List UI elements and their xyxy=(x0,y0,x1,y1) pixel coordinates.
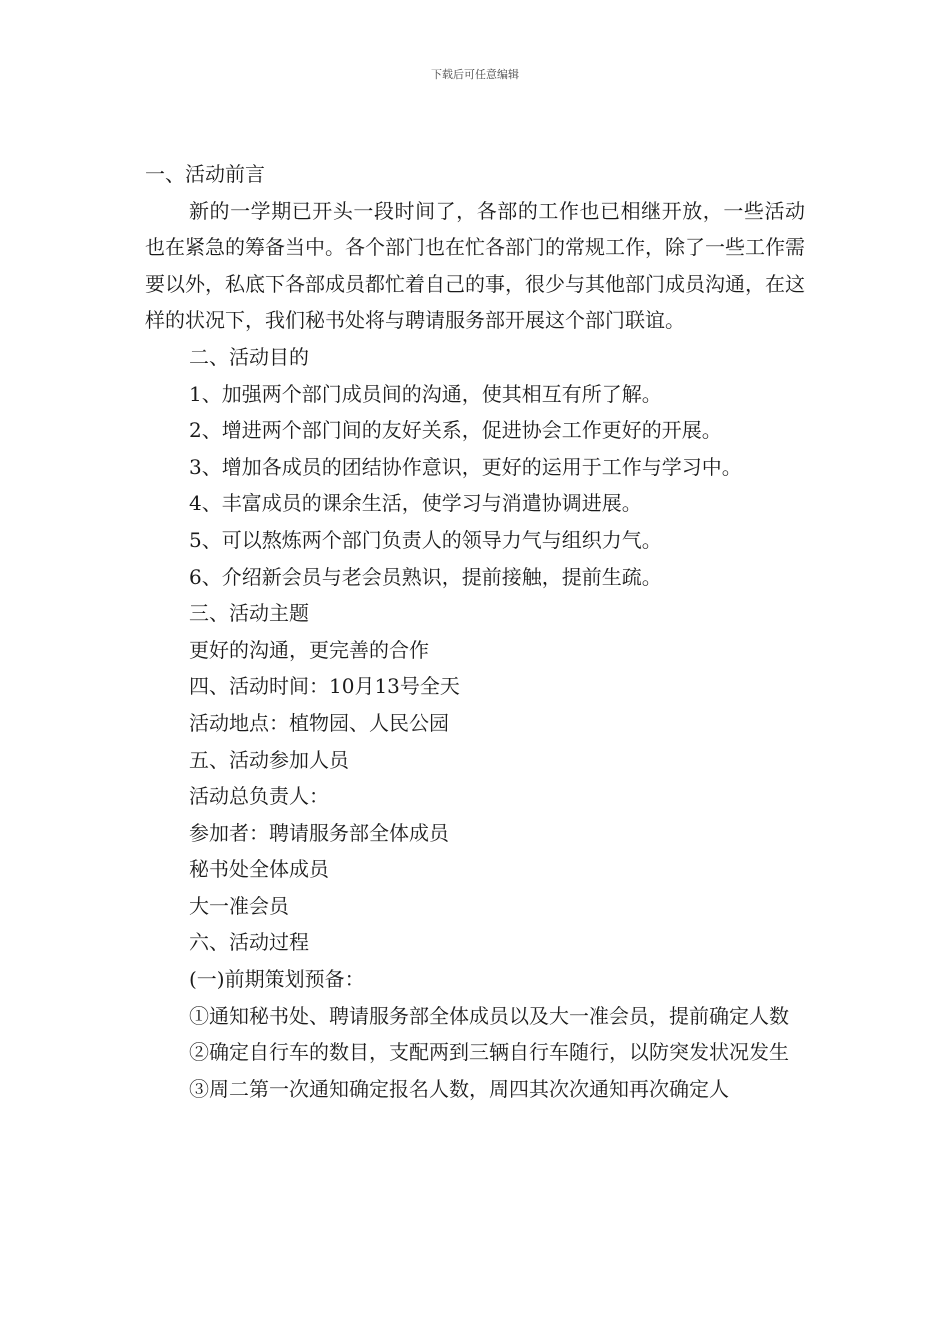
section-heading-preface: 一、活动前言 xyxy=(145,162,265,186)
participant-line: 参加者：聘请服务部全体成员 xyxy=(189,820,449,845)
list-item: 2、增进两个部门间的友好关系，促进协会工作更好的开展。 xyxy=(189,418,722,443)
section-heading-purpose: 二、活动目的 xyxy=(189,344,309,369)
process-step: ②确定自行车的数目，支配两到三辆自行车随行，以防突发状况发生 xyxy=(189,1040,789,1065)
location-text: 活动地点：植物园、人民公园 xyxy=(189,710,449,735)
section-heading-participants: 五、活动参加人员 xyxy=(189,747,349,772)
subsection-heading-preparation: (一)前期策划预备： xyxy=(189,967,365,992)
list-item: 4、丰富成员的课余生活，使学习与消遣协调进展。 xyxy=(189,491,642,516)
body-paragraph-preface: 新的一学期已开头一段时间了，各部的工作也已相继开放，一些活动也在紧急的筹备当中。各个部门也在忙各部门的常规工作，除了一些工作需要以外，私底下各部成员都忙着自己的事，很少与其他部门成员沟通，在这样的状况下，我们秘书处将与聘请服务部开展这个部门联谊。 xyxy=(145,198,805,333)
theme-text: 更好的沟通，更完善的合作 xyxy=(189,637,429,662)
participant-line: 秘书处全体成员 xyxy=(189,857,329,882)
participant-line: 大一准会员 xyxy=(189,893,289,918)
document-body xyxy=(145,156,805,1107)
participant-line: 活动总负责人： xyxy=(189,784,329,809)
list-item: 6、介绍新会员与老会员熟识，提前接触，提前生疏。 xyxy=(189,564,662,589)
section-heading-theme: 三、活动主题 xyxy=(189,601,309,626)
process-step: ①通知秘书处、聘请服务部全体成员以及大一准会员，提前确定人数 xyxy=(189,1003,789,1028)
section-heading-time: 四、活动时间：10月13号全天 xyxy=(189,674,460,699)
list-item: 1、加强两个部门成员间的沟通，使其相互有所了解。 xyxy=(189,381,662,406)
list-item: 3、增加各成员的团结协作意识，更好的运用于工作与学习中。 xyxy=(189,454,742,479)
section-heading-process: 六、活动过程 xyxy=(189,930,309,955)
page-header: 下载后可任意编辑 xyxy=(431,68,519,81)
list-item: 5、可以熬炼两个部门负责人的领导力气与组织力气。 xyxy=(189,527,662,552)
process-step: ③周二第一次通知确定报名人数，周四其次次通知再次确定人 xyxy=(189,1076,729,1101)
